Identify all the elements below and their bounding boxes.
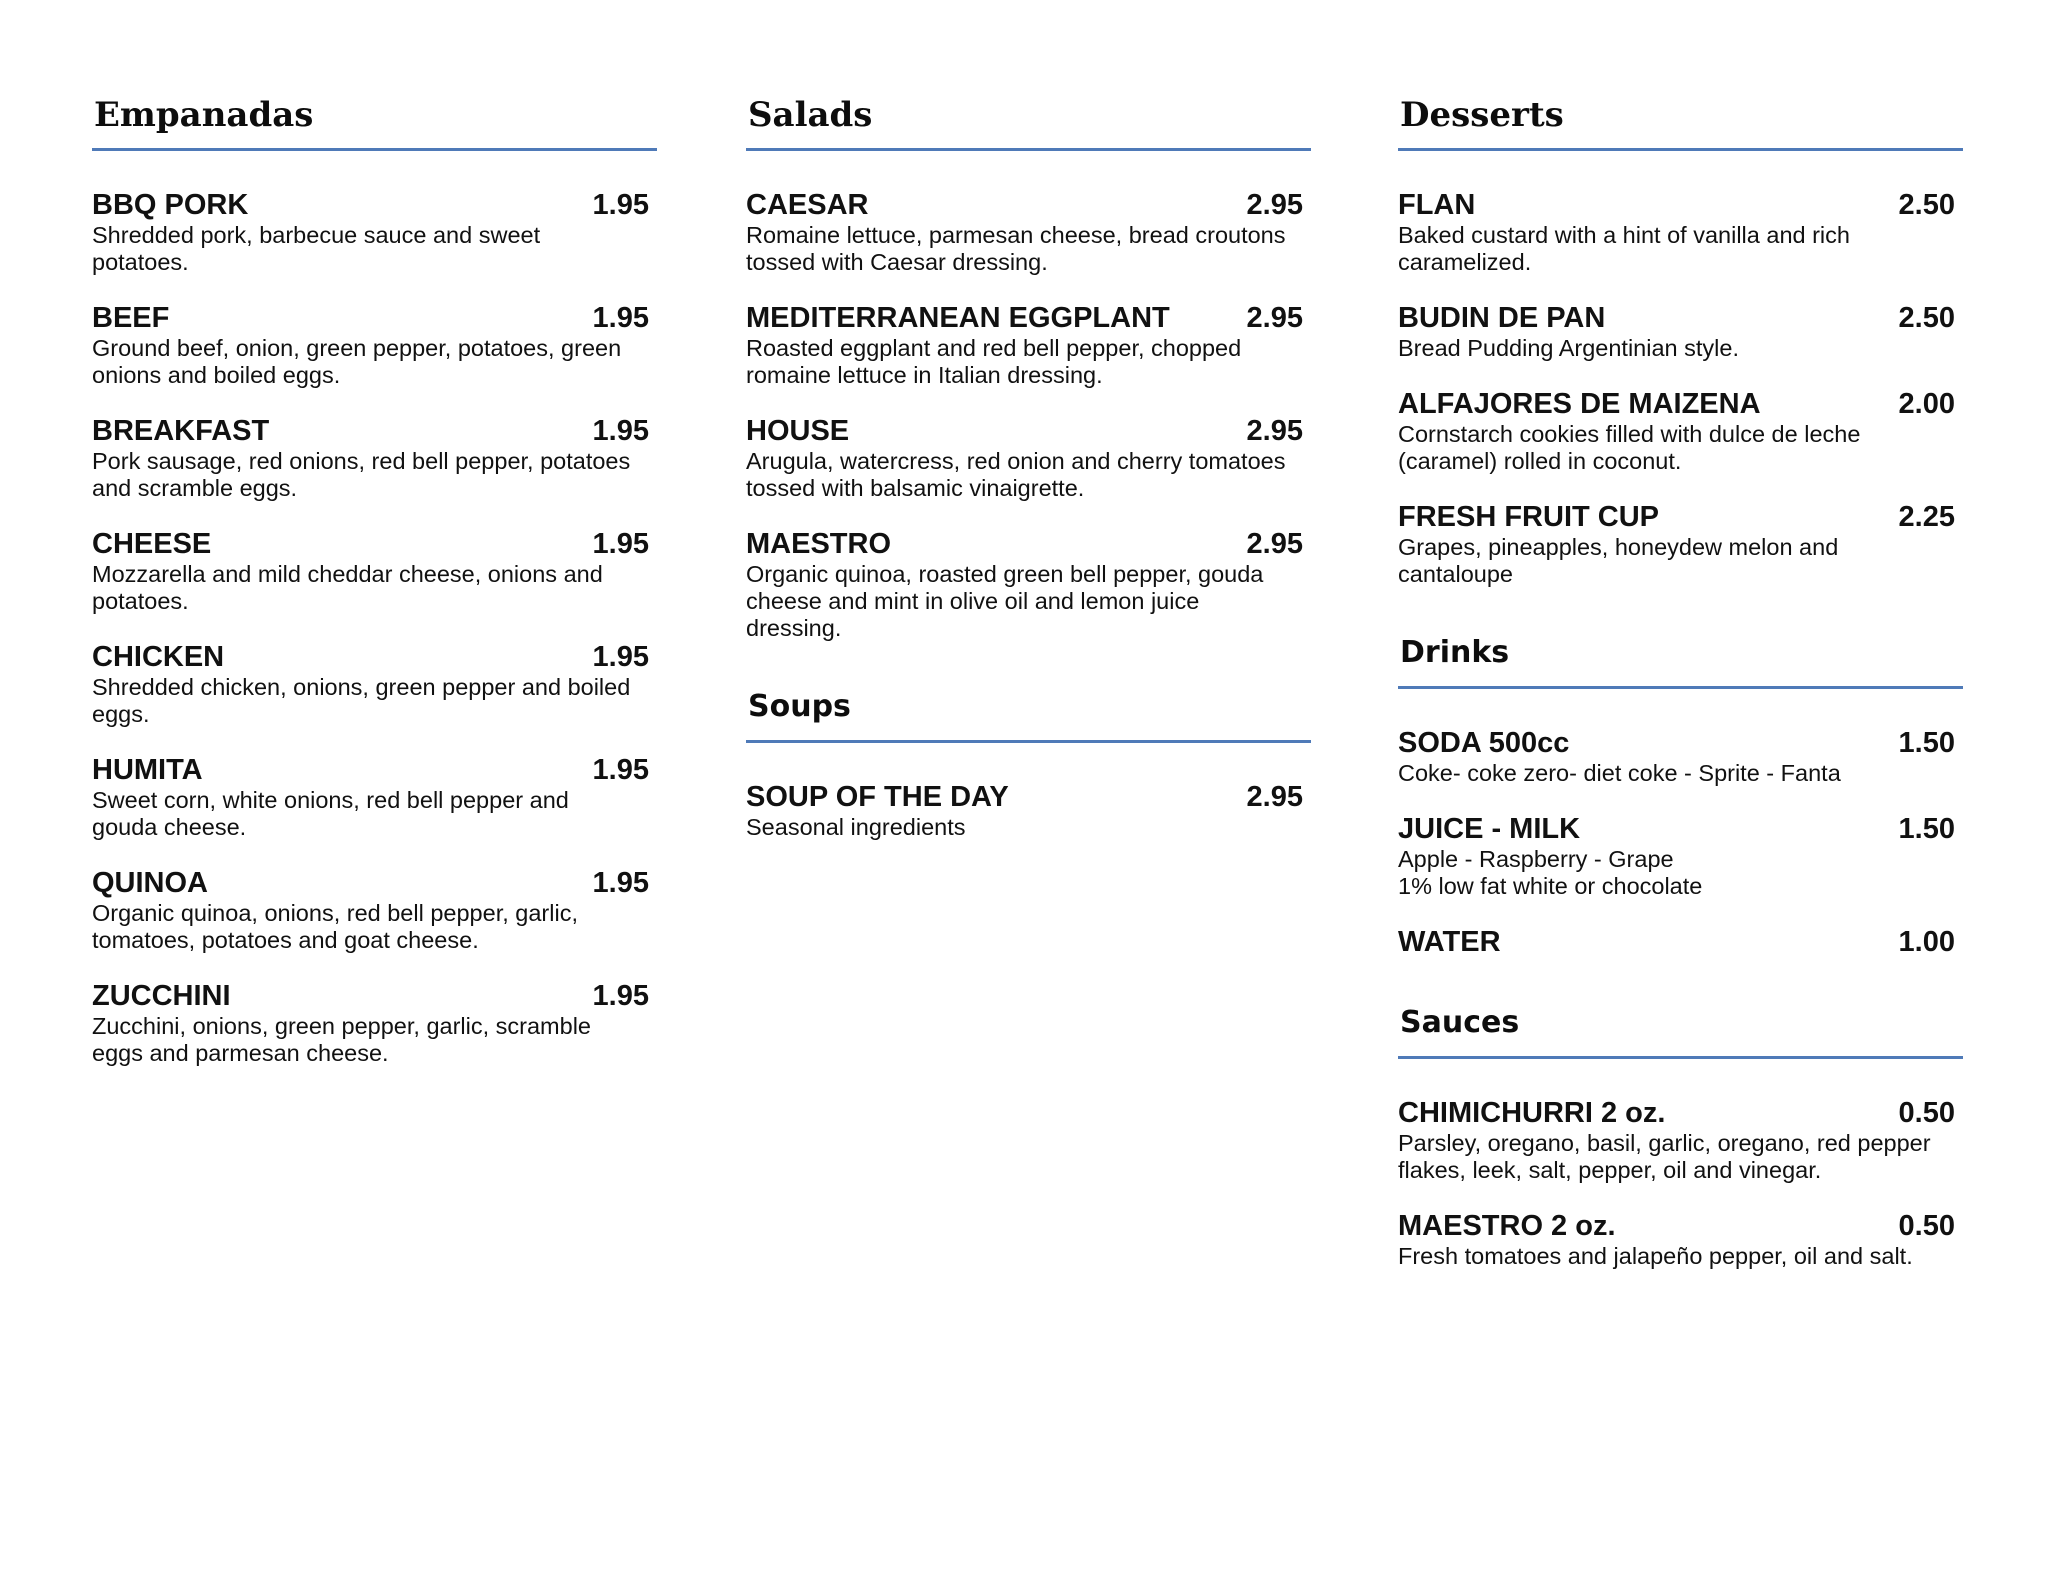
menu-item-header — [1398, 501, 1963, 533]
menu-items — [1398, 727, 1963, 958]
item-price: 1.95 — [592, 641, 649, 673]
item-description: Sweet corn, white onions, red bell pepper and gouda cheese. — [92, 787, 569, 840]
menu-item — [746, 528, 1311, 642]
item-description: Arugula, watercress, red onion and cherry tomatoes tossed with balsamic vinaigrette. — [746, 448, 1286, 501]
item-description: Fresh tomatoes and jalapeño pepper, oil and salt. — [1398, 1243, 1913, 1269]
menu-item-header — [1398, 189, 1963, 221]
menu-item — [1398, 926, 1963, 958]
item-description: Zucchini, onions, green pepper, garlic, scramble eggs and parmesan cheese. — [92, 1013, 591, 1066]
menu-item-header — [1398, 813, 1963, 845]
menu-item-header — [92, 980, 657, 1012]
item-price: 2.50 — [1898, 302, 1955, 334]
menu-item — [1398, 302, 1963, 362]
item-name: CAESAR — [746, 189, 869, 221]
item-name: SOUP OF THE DAY — [746, 781, 1009, 813]
menu-item — [92, 867, 657, 954]
menu-item-header — [1398, 302, 1963, 334]
item-price: 1.95 — [592, 415, 649, 447]
section-divider — [92, 148, 657, 151]
section-divider — [1398, 686, 1963, 689]
item-price: 0.50 — [1898, 1210, 1955, 1242]
item-name: FRESH FRUIT CUP — [1398, 501, 1659, 533]
section-title: Sauces — [1400, 1005, 1520, 1040]
menu-item-header — [92, 528, 657, 560]
section-soups — [746, 684, 1311, 841]
menu-item-header — [92, 754, 657, 786]
menu-items — [746, 781, 1311, 841]
item-price: 1.50 — [1898, 813, 1955, 845]
item-name: QUINOA — [92, 867, 208, 899]
item-description: Pork sausage, red onions, red bell pepper, potatoes and scramble eggs. — [92, 448, 631, 501]
menu-item — [746, 781, 1311, 841]
item-description: Apple - Raspberry - Grape 1% low fat white or chocolate — [1398, 846, 1703, 899]
item-name: HUMITA — [92, 754, 203, 786]
section-salads — [746, 92, 1311, 642]
item-price: 2.95 — [1246, 415, 1303, 447]
item-description: Parsley, oregano, basil, garlic, oregano, red pepper flakes, leek, salt, pepper, oil and vinegar. — [1398, 1130, 1931, 1183]
item-price: 1.95 — [592, 528, 649, 560]
menu-item — [1398, 813, 1963, 900]
item-description: Bread Pudding Argentinian style. — [1398, 335, 1739, 361]
menu-item — [1398, 727, 1963, 787]
item-description: Coke- coke zero- diet coke - Sprite - Fanta — [1398, 760, 1841, 786]
item-name: BBQ PORK — [92, 189, 249, 221]
menu-item-header — [1398, 727, 1963, 759]
menu-item — [92, 415, 657, 502]
item-name: BREAKFAST — [92, 415, 270, 447]
item-name: CHEESE — [92, 528, 212, 560]
item-name: CHIMICHURRI 2 oz. — [1398, 1097, 1666, 1129]
item-name: MAESTRO 2 oz. — [1398, 1210, 1616, 1242]
section-empanadas — [92, 92, 657, 1067]
item-name: HOUSE — [746, 415, 850, 447]
item-name: FLAN — [1398, 189, 1476, 221]
menu-item-header — [1398, 1210, 1963, 1242]
menu-item — [746, 415, 1311, 502]
item-description: Ground beef, onion, green pepper, potatoes, green onions and boiled eggs. — [92, 335, 622, 388]
menu-item — [92, 754, 657, 841]
menu-item-header — [92, 415, 657, 447]
item-price: 2.95 — [1246, 302, 1303, 334]
item-name: JUICE - MILK — [1398, 813, 1581, 845]
item-description: Shredded pork, barbecue sauce and sweet potatoes. — [92, 222, 541, 275]
section-title: Drinks — [1400, 635, 1510, 670]
item-price: 2.95 — [1246, 528, 1303, 560]
item-name: BEEF — [92, 302, 170, 334]
menu-item-header — [746, 302, 1311, 334]
menu-item — [92, 641, 657, 728]
item-description: Mozzarella and mild cheddar cheese, onions and potatoes. — [92, 561, 603, 614]
menu-item — [92, 189, 657, 276]
section-sauces — [1398, 1000, 1963, 1270]
section-title: Salads — [748, 95, 873, 135]
item-description: Grapes, pineapples, honeydew melon and cantaloupe — [1398, 534, 1839, 587]
menu-item — [1398, 1097, 1963, 1184]
menu-item-header — [746, 528, 1311, 560]
menu-items — [1398, 1097, 1963, 1270]
item-price: 2.50 — [1898, 189, 1955, 221]
menu-item — [1398, 1210, 1963, 1270]
item-description: Seasonal ingredients — [746, 814, 966, 840]
section-divider — [1398, 148, 1963, 151]
item-description: Roasted eggplant and red bell pepper, chopped romaine lettuce in Italian dressing. — [746, 335, 1242, 388]
item-price: 1.95 — [592, 189, 649, 221]
menu-item — [746, 302, 1311, 389]
item-name: ZUCCHINI — [92, 980, 231, 1012]
item-description: Romaine lettuce, parmesan cheese, bread croutons tossed with Caesar dressing. — [746, 222, 1286, 275]
section-divider — [746, 740, 1311, 743]
section-title: Desserts — [1400, 95, 1564, 135]
item-name: ALFAJORES DE MAIZENA — [1398, 388, 1761, 420]
menu-item — [92, 302, 657, 389]
menu-item-header — [746, 415, 1311, 447]
column-right — [1398, 92, 1963, 1312]
section-drinks — [1398, 630, 1963, 958]
item-price: 0.50 — [1898, 1097, 1955, 1129]
menu-item — [1398, 388, 1963, 475]
item-name: MAESTRO — [746, 528, 891, 560]
item-price: 2.25 — [1898, 501, 1955, 533]
menu-item-header — [1398, 388, 1963, 420]
menu-item-header — [92, 189, 657, 221]
section-title: Empanadas — [94, 95, 314, 135]
item-description: Organic quinoa, onions, red bell pepper, garlic, tomatoes, potatoes and goat cheese. — [92, 900, 578, 953]
menu-item — [92, 528, 657, 615]
item-description: Baked custard with a hint of vanilla and rich caramelized. — [1398, 222, 1850, 275]
column-middle — [746, 92, 1311, 883]
menu-item-header — [1398, 926, 1963, 958]
item-description: Organic quinoa, roasted green bell pepper, gouda cheese and mint in olive oil and lemon juice dressing. — [746, 561, 1264, 641]
item-description: Shredded chicken, onions, green pepper and boiled eggs. — [92, 674, 631, 727]
item-price: 2.95 — [1246, 781, 1303, 813]
item-price: 1.50 — [1898, 727, 1955, 759]
column-left — [92, 92, 657, 1109]
section-divider — [746, 148, 1311, 151]
menu-item-header — [92, 302, 657, 334]
menu-item-header — [92, 641, 657, 673]
item-price: 1.95 — [592, 754, 649, 786]
menu-item-header — [746, 189, 1311, 221]
section-divider — [1398, 1056, 1963, 1059]
item-price: 1.95 — [592, 980, 649, 1012]
item-name: CHICKEN — [92, 641, 225, 673]
menu-item-header — [746, 781, 1311, 813]
item-name: MEDITERRANEAN EGGPLANT — [746, 302, 1170, 334]
item-price: 2.95 — [1246, 189, 1303, 221]
item-price: 1.95 — [592, 302, 649, 334]
menu-items — [746, 189, 1311, 642]
menu-item — [746, 189, 1311, 276]
menu-item — [1398, 189, 1963, 276]
section-title: Soups — [748, 689, 851, 724]
menu-items — [1398, 189, 1963, 588]
menu-items — [92, 189, 657, 1067]
menu-item — [92, 980, 657, 1067]
item-name: BUDIN DE PAN — [1398, 302, 1606, 334]
item-price: 1.95 — [592, 867, 649, 899]
menu-item — [1398, 501, 1963, 588]
menu-item-header — [92, 867, 657, 899]
menu-item-header — [1398, 1097, 1963, 1129]
item-price: 2.00 — [1898, 388, 1955, 420]
item-price: 1.00 — [1898, 926, 1955, 958]
item-description: Cornstarch cookies filled with dulce de leche (caramel) rolled in coconut. — [1398, 421, 1861, 474]
item-name: WATER — [1398, 926, 1501, 958]
item-name: SODA 500cc — [1398, 727, 1570, 759]
section-desserts — [1398, 92, 1963, 588]
